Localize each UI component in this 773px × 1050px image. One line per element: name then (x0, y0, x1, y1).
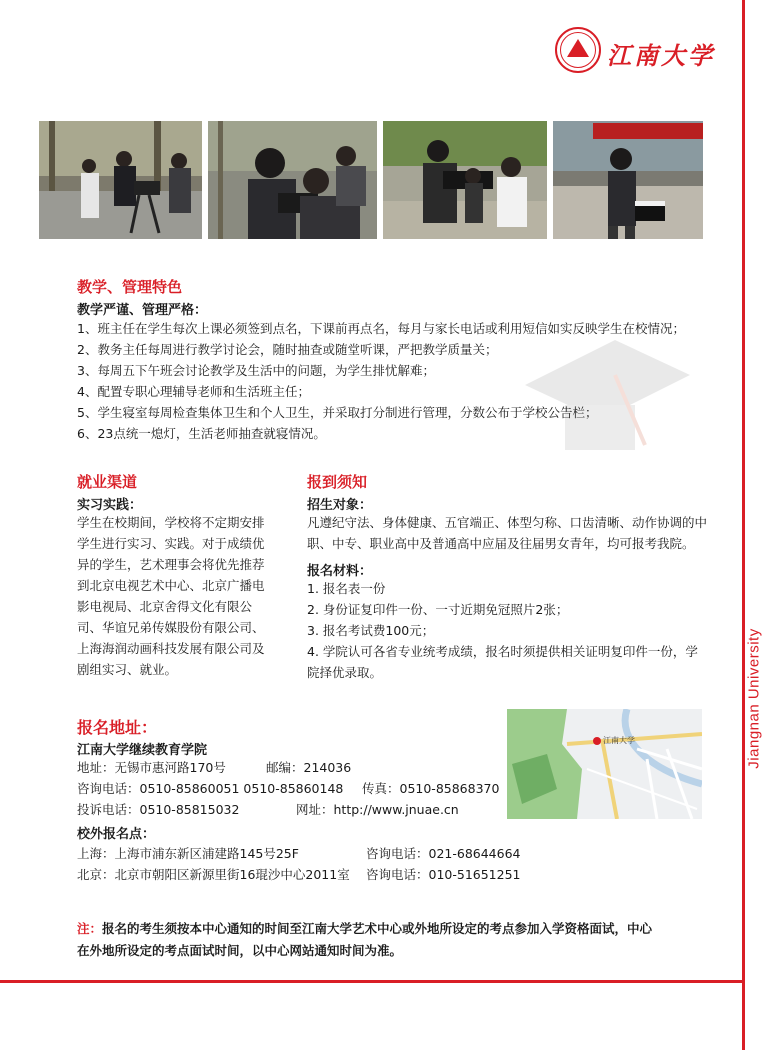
text-line: 到北京电视艺术中心、北京广播电 (77, 578, 265, 593)
university-wordmark: 江南大学 (607, 41, 715, 70)
bottom-border-line (0, 980, 742, 983)
notice-prefix: 注： (77, 921, 103, 936)
list-item: 5、学生寝室每周检查集体卫生和个人卫生，并采取打分制进行管理，分数公布于学校公告栏； (77, 405, 598, 420)
postcode: 邮编：214036 (266, 760, 352, 775)
fax-number: 传真：0510-85868370 (362, 781, 500, 796)
location-map (507, 709, 702, 819)
text-line: 学生进行实习、实践。对于成绩优 (77, 536, 265, 551)
notice-line-2: 在外地所设定的考点面试时间，以中心网站通知时间为准。 (77, 943, 403, 958)
teaching-title: 教学、管理特色 (77, 278, 183, 296)
list-item: 2. 身份证复印件一份、一寸近期免冠照片2张； (307, 602, 569, 617)
right-border-line (742, 0, 745, 1050)
list-item: 2、教务主任每周进行教学讨论会，随时抽查或随堂听课，严把教学质量关； (77, 342, 498, 357)
photo-shooting-scene (383, 121, 547, 239)
text-line: 上海海润动画科技发展有限公司及 (77, 641, 265, 656)
photo-clapperboard (553, 121, 703, 239)
complaint-phone: 投诉电话：0510-85815032 (77, 802, 240, 817)
address-line: 地址：无锡市惠河路170号 (77, 760, 226, 775)
side-university-label: Jiangnan University (745, 628, 763, 769)
text-line: 剧组实习、就业。 (77, 662, 178, 677)
teaching-list (77, 318, 697, 444)
photo-camera-crew (208, 121, 377, 239)
registration-target-title: 招生对象： (307, 498, 373, 513)
employment-text (77, 512, 292, 680)
offsite-shanghai-phone: 咨询电话：021-68644664 (366, 846, 521, 861)
list-item: 4. 学院认可各省专业统考成绩，报名时须提供相关证明复印件一份，学 (307, 644, 698, 659)
school-name: 江南大学继续教育学院 (77, 743, 208, 758)
list-item: 1. 报名表一份 (307, 581, 386, 596)
map-label: 江南大学 (603, 736, 635, 745)
list-item: 院择优录取。 (307, 665, 383, 680)
text-line: 司、华谊兄弟传媒股份有限公司、 (77, 620, 265, 635)
employment-subtitle: 实习实践： (77, 498, 143, 513)
list-item: 3. 报名考试费100元； (307, 623, 435, 638)
offsite-shanghai-address: 上海：上海市浦东新区浦建路145号25F (77, 846, 299, 861)
teaching-subtitle: 教学严谨、管理严格： (77, 303, 208, 318)
list-item: 4、配置专职心理辅导老师和生活班主任； (77, 384, 310, 399)
address-title: 报名地址： (77, 718, 158, 737)
text-line: 异的学生，艺术理事会将优先推荐 (77, 557, 265, 572)
text-line: 职、中专、职业高中及普通高中应届及往届男女青年，均可报考我院。 (307, 536, 695, 551)
registration-title: 报到须知 (307, 473, 368, 491)
list-item: 3、每周五下午班会讨论教学及生活中的问题，为学生排忧解难； (77, 363, 435, 378)
consult-phone: 咨询电话：0510-85860051 0510-85860148 (77, 781, 344, 796)
registration-target (307, 512, 727, 554)
website-link[interactable]: 网址：http://www.jnuae.cn (296, 802, 459, 817)
list-item: 1、班主任在学生每次上课必须签到点名，下课前再点名，每月与家长电话或利用短信如实反映学生在校情况； (77, 321, 685, 336)
notice-line-1: 报名的考生须按本中心通知的时间至江南大学艺术中心或外地所设定的考点参加入学资格面试，中心 (102, 921, 653, 936)
text-line: 影电视局、北京舍得文化有限公 (77, 599, 253, 614)
notice (77, 918, 717, 962)
text-line: 学生在校期间，学校将不定期安排 (77, 515, 265, 530)
text-line: 凡遵纪守法、身体健康、五官端正、体型匀称、口齿清晰、动作协调的中 (307, 515, 708, 530)
registration-materials-title: 报名材料： (307, 564, 373, 579)
registration-materials (307, 578, 727, 683)
offsite-beijing-phone: 咨询电话：010-51651251 (366, 867, 521, 882)
photo-filming-outdoor (39, 121, 202, 239)
offsite-beijing-address: 北京：北京市朝阳区新源里街16琨沙中心2011室 (77, 867, 350, 882)
university-logo (555, 27, 715, 77)
offsite-title: 校外报名点： (77, 827, 156, 842)
employment-title: 就业渠道 (77, 473, 138, 491)
list-item: 6、23点统一熄灯，生活老师抽查就寝情况。 (77, 426, 326, 441)
university-seal-icon (555, 27, 601, 73)
